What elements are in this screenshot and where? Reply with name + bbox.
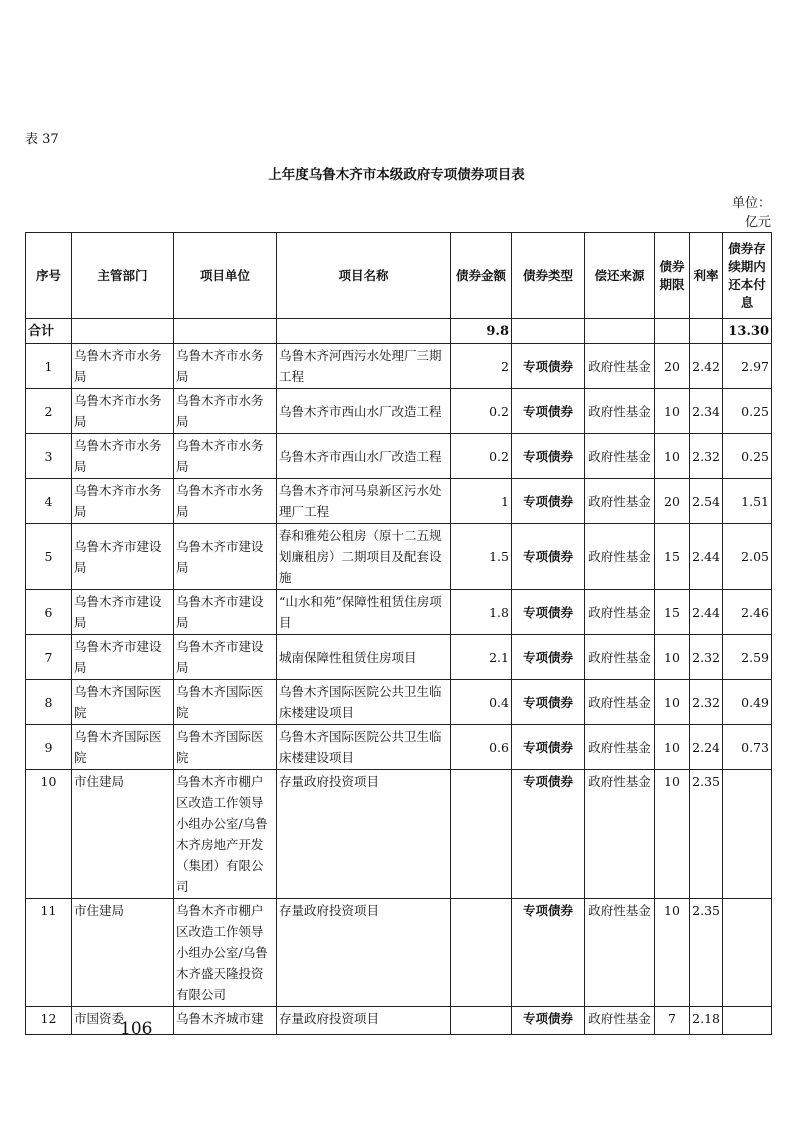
header-term: 债券期限 xyxy=(655,233,690,319)
cell-no: 2 xyxy=(26,389,72,434)
cell-no: 4 xyxy=(26,479,72,524)
cell-source: 政府性基金 xyxy=(585,434,655,479)
table-row xyxy=(26,680,772,725)
cell-rate: 2.18 xyxy=(690,1007,723,1035)
cell-unit: 乌鲁木齐市建设局 xyxy=(174,590,277,635)
cell-type: 专项债券 xyxy=(512,524,585,590)
header-type: 债券类型 xyxy=(512,233,585,319)
total-label: 合计 xyxy=(26,319,72,344)
cell-type: 专项债券 xyxy=(512,590,585,635)
cell-source: 政府性基金 xyxy=(585,680,655,725)
table-row xyxy=(26,344,772,389)
cell-amount: 0.2 xyxy=(451,389,512,434)
cell-amount xyxy=(451,770,512,899)
table-row xyxy=(26,725,772,770)
cell-dept: 市住建局 xyxy=(72,770,174,899)
cell-term: 15 xyxy=(655,590,690,635)
cell-dept: 乌鲁木齐市水务局 xyxy=(72,389,174,434)
cell-amount: 0.4 xyxy=(451,680,512,725)
cell-interest: 0.25 xyxy=(723,434,772,479)
cell-term: 15 xyxy=(655,524,690,590)
cell-project-name: 乌鲁木齐市西山水厂改造工程 xyxy=(277,434,451,479)
cell-term: 10 xyxy=(655,899,690,1007)
cell-project-name: 乌鲁木齐国际医院公共卫生临床楼建设项目 xyxy=(277,725,451,770)
cell-no: 1 xyxy=(26,344,72,389)
cell-type: 专项债券 xyxy=(512,635,585,680)
cell-type: 专项债券 xyxy=(512,770,585,899)
cell-no: 3 xyxy=(26,434,72,479)
cell-unit: 乌鲁木齐国际医院 xyxy=(174,725,277,770)
cell-type: 专项债券 xyxy=(512,479,585,524)
cell-no: 9 xyxy=(26,725,72,770)
table-row xyxy=(26,770,772,899)
cell-amount xyxy=(451,1007,512,1035)
cell-no: 8 xyxy=(26,680,72,725)
total-interest: 13.30 xyxy=(723,319,772,344)
cell-dept: 乌鲁木齐市水务局 xyxy=(72,479,174,524)
cell-amount: 2 xyxy=(451,344,512,389)
cell-amount: 0.2 xyxy=(451,434,512,479)
cell-dept: 乌鲁木齐国际医院 xyxy=(72,680,174,725)
cell-project-name: “山水和苑”保障性租赁住房项目 xyxy=(277,590,451,635)
cell-dept: 乌鲁木齐市建设局 xyxy=(72,635,174,680)
cell-no: 12 xyxy=(26,1007,72,1035)
header-no: 序号 xyxy=(26,233,72,319)
cell-unit: 乌鲁木齐市棚户区改造工作领导小组办公室/乌鲁木齐房地产开发（集团）有限公司 xyxy=(174,770,277,899)
cell-interest: 2.46 xyxy=(723,590,772,635)
cell-amount: 1.5 xyxy=(451,524,512,590)
cell-rate: 2.44 xyxy=(690,524,723,590)
cell-rate: 2.32 xyxy=(690,635,723,680)
cell-type: 专项债券 xyxy=(512,389,585,434)
cell-amount: 2.1 xyxy=(451,635,512,680)
cell-unit: 乌鲁木齐市水务局 xyxy=(174,389,277,434)
cell-project-name: 存量政府投资项目 xyxy=(277,1007,451,1035)
cell-term: 10 xyxy=(655,389,690,434)
cell-dept: 市国资委 xyxy=(72,1007,174,1035)
cell-rate: 2.35 xyxy=(690,770,723,899)
cell-no: 6 xyxy=(26,590,72,635)
cell-source: 政府性基金 xyxy=(585,389,655,434)
cell-unit: 乌鲁木齐市水务局 xyxy=(174,344,277,389)
table-row xyxy=(26,524,772,590)
cell-unit: 乌鲁木齐市棚户区改造工作领导小组办公室/乌鲁木齐盛天隆投资有限公司 xyxy=(174,899,277,1007)
cell-type: 专项债券 xyxy=(512,344,585,389)
table-label: 表 37 xyxy=(25,132,59,147)
table-row xyxy=(26,899,772,1007)
cell-rate: 2.42 xyxy=(690,344,723,389)
header-dept: 主管部门 xyxy=(72,233,174,319)
header-amount: 债券金额 xyxy=(451,233,512,319)
cell-unit: 乌鲁木齐市水务局 xyxy=(174,479,277,524)
cell-unit: 乌鲁木齐市水务局 xyxy=(174,434,277,479)
cell-interest: 0.25 xyxy=(723,389,772,434)
cell-amount: 1 xyxy=(451,479,512,524)
total-amount: 9.8 xyxy=(451,319,512,344)
cell-type: 专项债券 xyxy=(512,434,585,479)
cell-rate: 2.44 xyxy=(690,590,723,635)
cell-term: 10 xyxy=(655,680,690,725)
cell-rate: 2.32 xyxy=(690,434,723,479)
cell-interest: 0.73 xyxy=(723,725,772,770)
total-row xyxy=(26,319,772,344)
cell-project-name: 存量政府投资项目 xyxy=(277,899,451,1007)
cell-rate: 2.24 xyxy=(690,725,723,770)
cell-dept: 乌鲁木齐市水务局 xyxy=(72,434,174,479)
cell-dept: 市住建局 xyxy=(72,899,174,1007)
cell-project-name: 春和雅苑公租房（原十二五规划廉租房）二期项目及配套设施 xyxy=(277,524,451,590)
cell-dept: 乌鲁木齐市建设局 xyxy=(72,524,174,590)
cell-type: 专项债券 xyxy=(512,1007,585,1035)
cell-term: 10 xyxy=(655,434,690,479)
cell-interest xyxy=(723,770,772,899)
cell-interest: 0.49 xyxy=(723,680,772,725)
cell-no: 10 xyxy=(26,770,72,899)
cell-source: 政府性基金 xyxy=(585,1007,655,1035)
cell-no: 7 xyxy=(26,635,72,680)
cell-type: 专项债券 xyxy=(512,725,585,770)
page-number: 106 xyxy=(120,1019,153,1039)
cell-project-name: 存量政府投资项目 xyxy=(277,770,451,899)
cell-interest: 2.97 xyxy=(723,344,772,389)
cell-term: 10 xyxy=(655,725,690,770)
cell-no: 5 xyxy=(26,524,72,590)
cell-amount xyxy=(451,899,512,1007)
cell-source: 政府性基金 xyxy=(585,770,655,899)
table-row xyxy=(26,389,772,434)
cell-term: 7 xyxy=(655,1007,690,1035)
cell-rate: 2.54 xyxy=(690,479,723,524)
cell-unit: 乌鲁木齐市建设局 xyxy=(174,635,277,680)
cell-interest: 2.59 xyxy=(723,635,772,680)
header-unit: 项目单位 xyxy=(174,233,277,319)
cell-source: 政府性基金 xyxy=(585,899,655,1007)
cell-unit: 乌鲁木齐城市建 xyxy=(174,1007,277,1035)
table-row xyxy=(26,590,772,635)
cell-no: 11 xyxy=(26,899,72,1007)
cell-dept: 乌鲁木齐国际医院 xyxy=(72,725,174,770)
cell-type: 专项债券 xyxy=(512,680,585,725)
cell-project-name: 乌鲁木齐国际医院公共卫生临床楼建设项目 xyxy=(277,680,451,725)
cell-rate: 2.32 xyxy=(690,680,723,725)
cell-dept: 乌鲁木齐市水务局 xyxy=(72,344,174,389)
cell-project-name: 乌鲁木齐市西山水厂改造工程 xyxy=(277,389,451,434)
cell-interest: 2.05 xyxy=(723,524,772,590)
page-title: 上年度乌鲁木齐市本级政府专项债券项目表 xyxy=(268,167,525,183)
table-row xyxy=(26,635,772,680)
header-interest: 债券存续期内还本付息 xyxy=(723,233,772,319)
cell-term: 10 xyxy=(655,770,690,899)
cell-unit: 乌鲁木齐市建设局 xyxy=(174,524,277,590)
table-row xyxy=(26,434,772,479)
unit-label: 单位： xyxy=(731,196,771,211)
cell-amount: 0.6 xyxy=(451,725,512,770)
cell-term: 20 xyxy=(655,344,690,389)
cell-project-name: 乌鲁木齐河西污水处理厂三期工程 xyxy=(277,344,451,389)
cell-interest xyxy=(723,1007,772,1035)
cell-term: 10 xyxy=(655,635,690,680)
unit-value: 亿元 xyxy=(744,215,771,230)
header-name: 项目名称 xyxy=(277,233,451,319)
cell-interest xyxy=(723,899,772,1007)
cell-type: 专项债券 xyxy=(512,899,585,1007)
cell-project-name: 乌鲁木齐市河马泉新区污水处理厂工程 xyxy=(277,479,451,524)
cell-term: 20 xyxy=(655,479,690,524)
cell-source: 政府性基金 xyxy=(585,479,655,524)
cell-dept: 乌鲁木齐市建设局 xyxy=(72,590,174,635)
cell-amount: 1.8 xyxy=(451,590,512,635)
cell-source: 政府性基金 xyxy=(585,725,655,770)
cell-source: 政府性基金 xyxy=(585,344,655,389)
table-row xyxy=(26,479,772,524)
cell-rate: 2.35 xyxy=(690,899,723,1007)
cell-interest: 1.51 xyxy=(723,479,772,524)
cell-source: 政府性基金 xyxy=(585,590,655,635)
cell-project-name: 城南保障性租赁住房项目 xyxy=(277,635,451,680)
cell-rate: 2.34 xyxy=(690,389,723,434)
cell-source: 政府性基金 xyxy=(585,635,655,680)
cell-unit: 乌鲁木齐国际医院 xyxy=(174,680,277,725)
header-source: 偿还来源 xyxy=(585,233,655,319)
cell-source: 政府性基金 xyxy=(585,524,655,590)
bond-project-table xyxy=(25,232,772,1035)
header-rate: 利率 xyxy=(690,233,723,319)
